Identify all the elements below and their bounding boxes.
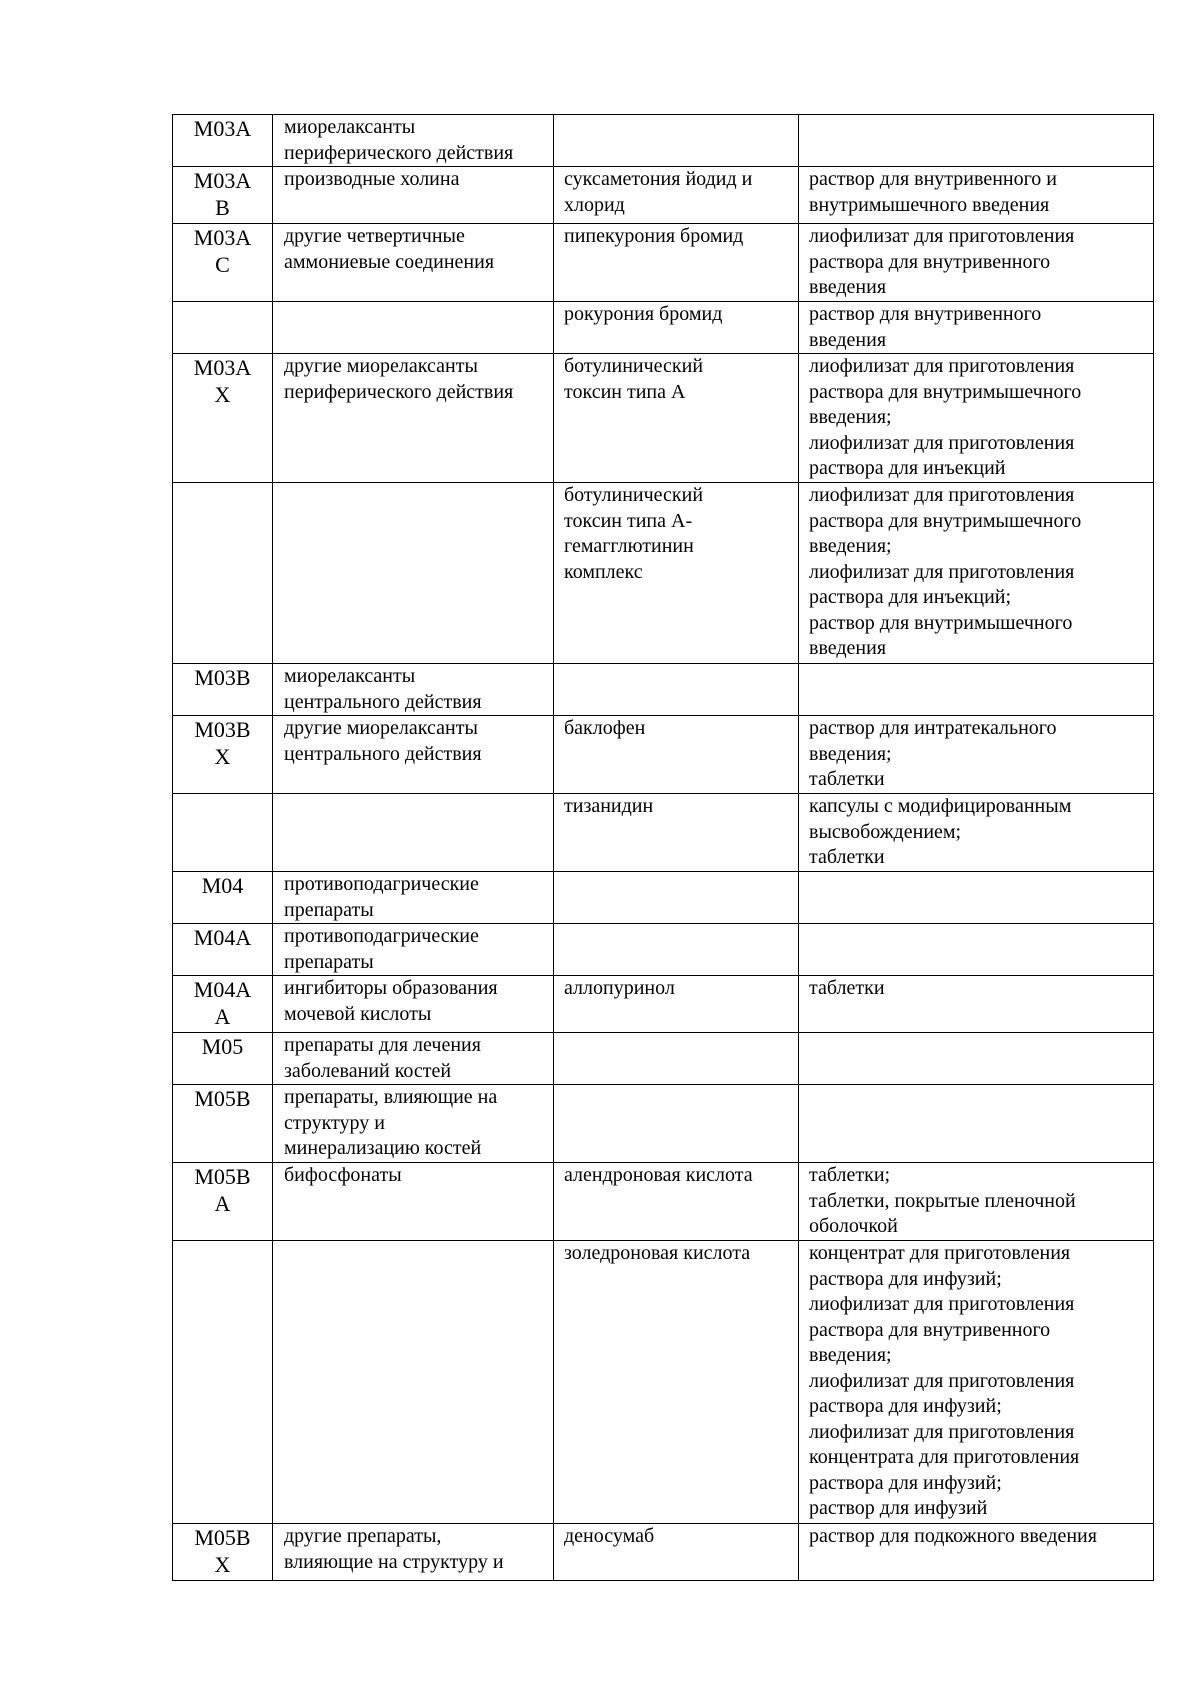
dosage-form-cell: таблетки	[799, 976, 1154, 1033]
group-name-cell: противоподагрические препараты	[273, 924, 554, 976]
dosage-form-cell: капсулы с модифицированным высвобождением; таблетки	[799, 794, 1154, 872]
table-row	[173, 483, 1154, 664]
dosage-form-cell	[799, 664, 1154, 716]
drug-classification-table	[172, 114, 1154, 1581]
atc-code-cell: М05В	[173, 1085, 273, 1163]
dosage-form-cell	[799, 115, 1154, 167]
drug-name-cell: ботулинический токсин типа А- гемагглютинин комплекс	[554, 483, 799, 664]
dosage-form-cell	[799, 872, 1154, 924]
table-row	[173, 1085, 1154, 1163]
table-row	[173, 976, 1154, 1033]
group-name-cell	[273, 302, 554, 354]
table-row	[173, 1033, 1154, 1085]
group-name-cell: производные холина	[273, 167, 554, 224]
drug-name-cell: рокурония бромид	[554, 302, 799, 354]
group-name-cell: ингибиторы образования мочевой кислоты	[273, 976, 554, 1033]
dosage-form-cell: лиофилизат для приготовления раствора для внутривенного введения	[799, 224, 1154, 302]
drug-name-cell	[554, 115, 799, 167]
atc-code-cell: М03В Х	[173, 716, 273, 794]
dosage-form-cell: раствор для внутривенного введения	[799, 302, 1154, 354]
group-name-cell: другие препараты, влияющие на структуру и	[273, 1524, 554, 1581]
drug-name-cell: баклофен	[554, 716, 799, 794]
group-name-cell	[273, 483, 554, 664]
table-row	[173, 302, 1154, 354]
table-row	[173, 1163, 1154, 1241]
table-row	[173, 115, 1154, 167]
table-row	[173, 1241, 1154, 1524]
atc-code-cell: М05В Х	[173, 1524, 273, 1581]
dosage-form-cell: лиофилизат для приготовления раствора для внутримышечного введения; лиофилизат для приготовления раствора для инъекций; раствор для внутримышечного введения	[799, 483, 1154, 664]
group-name-cell: другие миорелаксанты центрального действия	[273, 716, 554, 794]
atc-code-cell: М05В А	[173, 1163, 273, 1241]
drug-name-cell	[554, 1085, 799, 1163]
atc-code-cell: М03А В	[173, 167, 273, 224]
drug-name-cell: золедроновая кислота	[554, 1241, 799, 1524]
atc-code-cell	[173, 483, 273, 664]
atc-code-cell	[173, 794, 273, 872]
atc-code-cell	[173, 1241, 273, 1524]
table-row	[173, 924, 1154, 976]
dosage-form-cell	[799, 1085, 1154, 1163]
drug-name-cell	[554, 664, 799, 716]
atc-code-cell: М03А С	[173, 224, 273, 302]
drug-name-cell: аллопуринол	[554, 976, 799, 1033]
atc-code-cell: М04	[173, 872, 273, 924]
group-name-cell: противоподагрические препараты	[273, 872, 554, 924]
atc-code-cell: М04А	[173, 924, 273, 976]
drug-name-cell: алендроновая кислота	[554, 1163, 799, 1241]
atc-code-cell	[173, 302, 273, 354]
group-name-cell: препараты, влияющие на структуру и минерализацию костей	[273, 1085, 554, 1163]
dosage-form-cell	[799, 924, 1154, 976]
drug-name-cell	[554, 924, 799, 976]
dosage-form-cell: лиофилизат для приготовления раствора для внутримышечного введения; лиофилизат для приготовления раствора для инъекций	[799, 354, 1154, 483]
atc-code-cell: М05	[173, 1033, 273, 1085]
table-row	[173, 664, 1154, 716]
atc-code-cell: М03А	[173, 115, 273, 167]
table-row	[173, 354, 1154, 483]
table-row	[173, 224, 1154, 302]
group-name-cell: другие миорелаксанты периферического действия	[273, 354, 554, 483]
dosage-form-cell: концентрат для приготовления раствора для инфузий; лиофилизат для приготовления раствора для внутривенного введения; лиофилизат для приготовления раствора для инфузий; лиофилизат для приготовления концентрата для приготовления раствора для инфузий; раствор для инфузий	[799, 1241, 1154, 1524]
table-row	[173, 794, 1154, 872]
drug-name-cell: ботулинический токсин типа А	[554, 354, 799, 483]
table-row	[173, 167, 1154, 224]
drug-name-cell: суксаметония йодид и хлорид	[554, 167, 799, 224]
group-name-cell: миорелаксанты периферического действия	[273, 115, 554, 167]
drug-name-cell	[554, 872, 799, 924]
table-row	[173, 1524, 1154, 1581]
table-row	[173, 716, 1154, 794]
dosage-form-cell	[799, 1033, 1154, 1085]
table-row	[173, 872, 1154, 924]
group-name-cell: бифосфонаты	[273, 1163, 554, 1241]
drug-name-cell: деносумаб	[554, 1524, 799, 1581]
atc-code-cell: М03А Х	[173, 354, 273, 483]
drug-name-cell: тизанидин	[554, 794, 799, 872]
dosage-form-cell: раствор для интратекального введения; таблетки	[799, 716, 1154, 794]
group-name-cell: препараты для лечения заболеваний костей	[273, 1033, 554, 1085]
drug-name-cell: пипекурония бромид	[554, 224, 799, 302]
atc-code-cell: М04А А	[173, 976, 273, 1033]
dosage-form-cell: раствор для внутривенного и внутримышечного введения	[799, 167, 1154, 224]
group-name-cell: другие четвертичные аммониевые соединения	[273, 224, 554, 302]
dosage-form-cell: таблетки; таблетки, покрытые пленочной оболочкой	[799, 1163, 1154, 1241]
drug-name-cell	[554, 1033, 799, 1085]
atc-code-cell: М03В	[173, 664, 273, 716]
group-name-cell	[273, 1241, 554, 1524]
group-name-cell: миорелаксанты центрального действия	[273, 664, 554, 716]
dosage-form-cell: раствор для подкожного введения	[799, 1524, 1154, 1581]
group-name-cell	[273, 794, 554, 872]
